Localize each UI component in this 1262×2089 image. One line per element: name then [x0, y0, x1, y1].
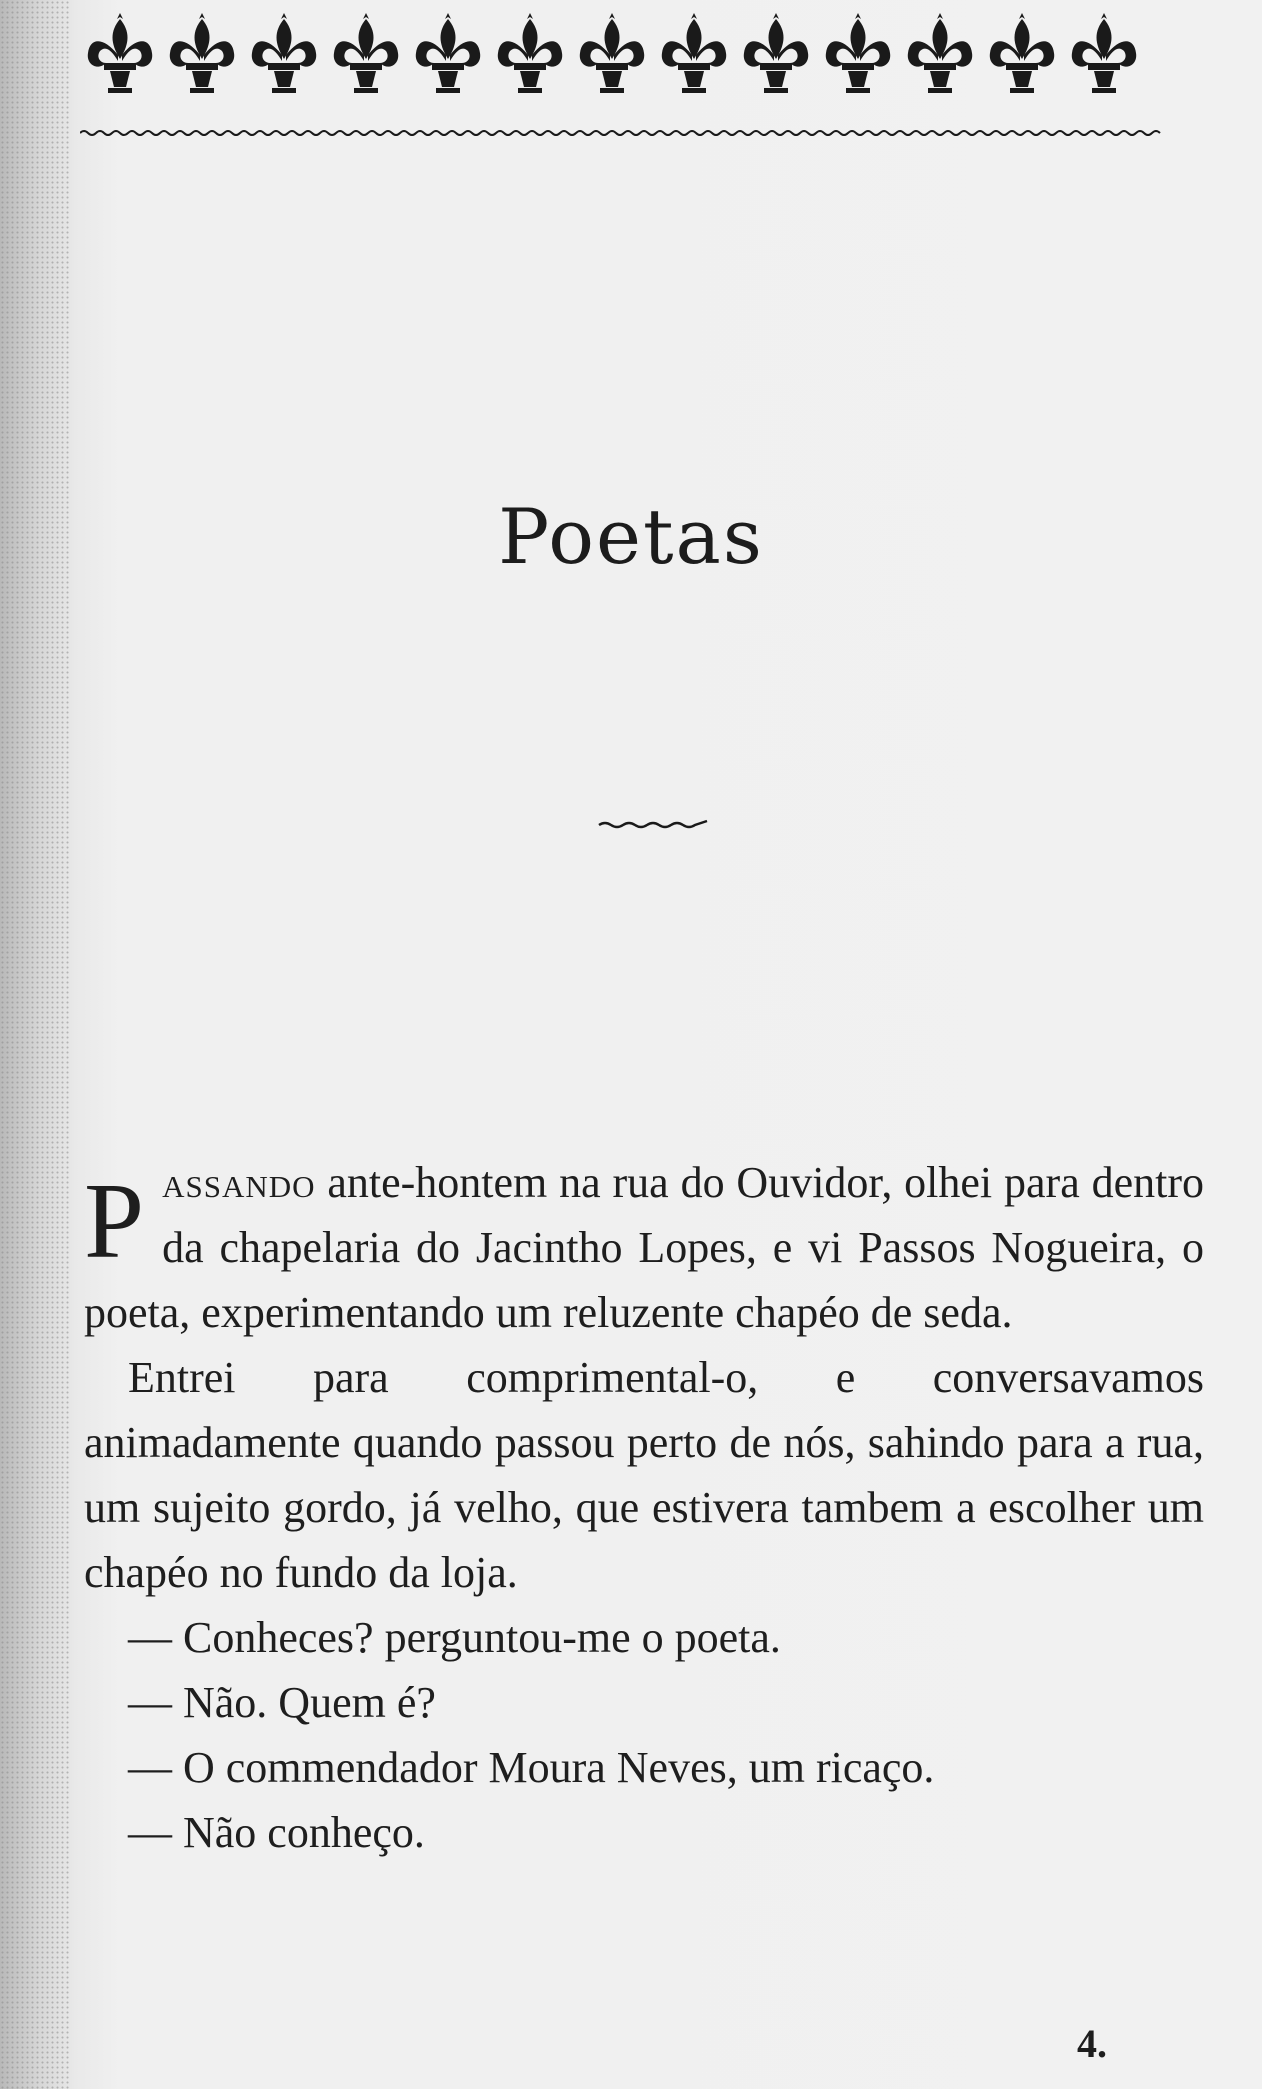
opening-word-smallcaps: assando [162, 1158, 316, 1207]
dialogue-line: — O commendador Moura Neves, um ricaço. [128, 1743, 935, 1792]
page-number: 4. [1077, 2021, 1107, 2066]
dialogue-line: — Não conheço. [128, 1808, 425, 1857]
chapter-title: Poetas [498, 492, 764, 581]
dialogue-line: — Não. Quem é? [128, 1678, 436, 1727]
section-divider-ornament [595, 815, 715, 831]
paragraph-2: Entrei para comprimental-o, e conversavamos animadamente quando passou perto de nós, sahindo para a rua, um sujeito gordo, já velho, que estivera tambem a escolher um chapéo no fundo da loja. [84, 1353, 1204, 1597]
body-text [84, 1150, 1204, 1865]
paragraph-1-text: ante-hontem na rua do Ouvidor, olhei para dentro da chapelaria do Jacintho Lopes, e vi Passos Nogueira, o poeta, experimentando um reluzente chapéo de seda. [84, 1158, 1204, 1337]
dialogue-line: — Conheces? perguntou-me o poeta. [128, 1613, 781, 1662]
binding-shadow [0, 0, 70, 2089]
drop-cap: P [84, 1162, 145, 1281]
paragraph-1 [84, 1150, 1204, 1345]
fleur-de-lis-header-ornament [80, 5, 1180, 140]
